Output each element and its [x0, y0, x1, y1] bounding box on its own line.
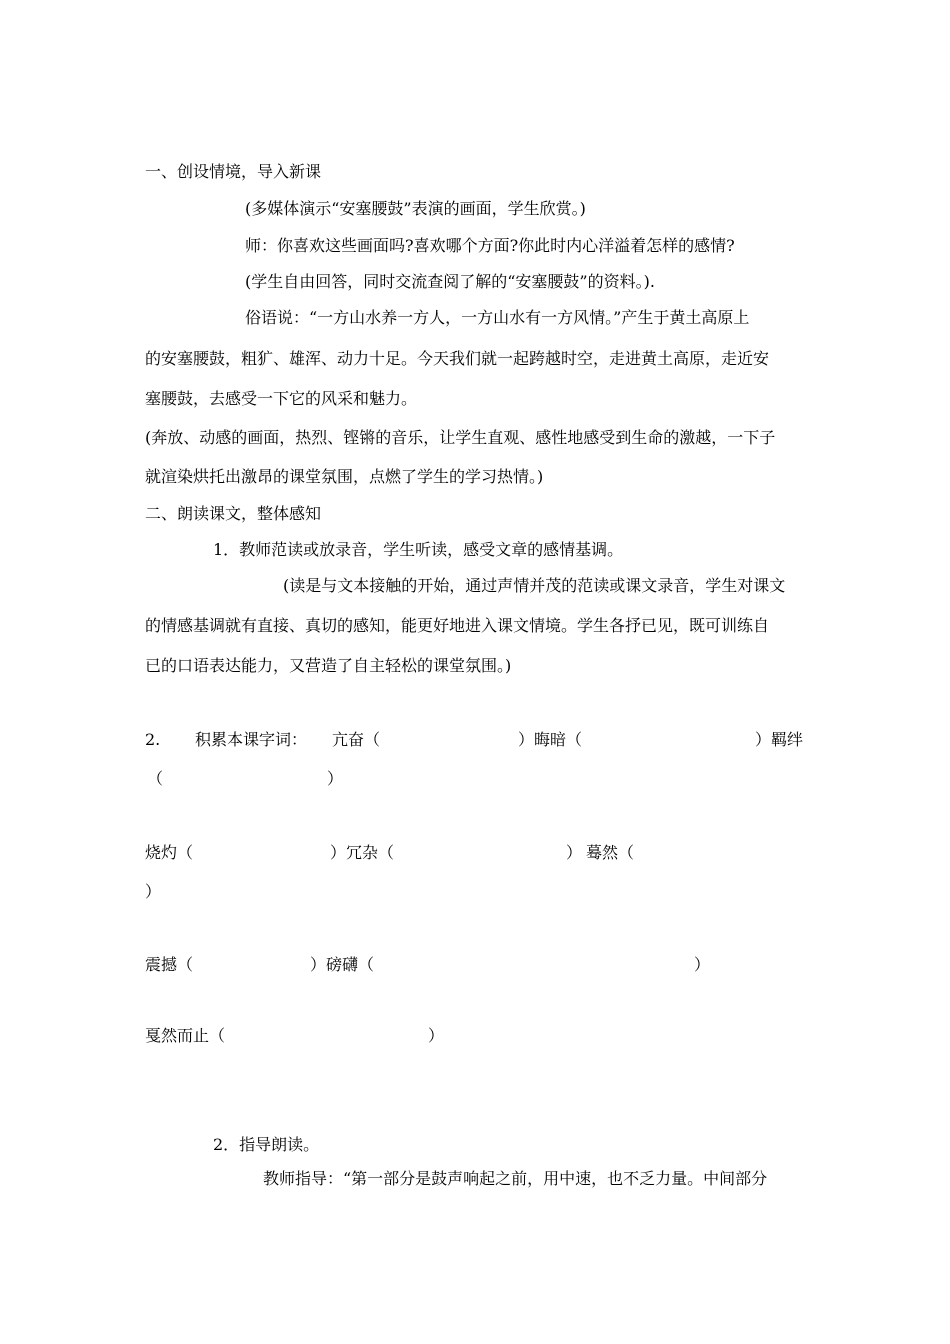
- vocab-number: 2.: [145, 730, 161, 749]
- vocab-word-shaozhuo: 烧灼（: [145, 843, 194, 862]
- list-item-1: 1．教师范读或放录音，学生听读，感受文章的感情基调。: [213, 540, 624, 559]
- vocab-word-pangbo: 磅礴（: [326, 955, 375, 974]
- vocab-label: 积累本课字词：: [195, 730, 308, 749]
- vocab-word-kangfen: 亢奋（: [332, 730, 381, 749]
- vocab-paren-close: ）: [310, 955, 327, 974]
- vocab-word-jiban: 羁绊: [771, 730, 804, 749]
- vocab-word-jiaranerzhi: 戛然而止（: [145, 1026, 226, 1045]
- vocab-word-huian: 晦暗（: [534, 730, 583, 749]
- teacher-guidance-line: 教师指导：“第一部分是鼓声响起之前，用中速，也不乏力量。中间部分: [263, 1169, 768, 1188]
- vocab-paren-close: ）: [694, 955, 711, 974]
- vocab-paren-close: ）: [327, 769, 344, 788]
- paragraph-student-answer: (学生自由回答，同时交流查阅了解的“安塞腰鼓”的资料。).: [245, 272, 655, 291]
- section-heading-2: 二、朗读课文，整体感知: [145, 504, 322, 523]
- vocab-paren-close: ）: [428, 1026, 445, 1045]
- paragraph-comment-line-2: 就渲染烘托出激昂的课堂氛围，点燃了学生的学习热情。): [145, 467, 544, 486]
- vocab-word-moran: 蓦然（: [586, 843, 635, 862]
- vocab-paren-close: ）: [566, 843, 583, 862]
- reading-note-line-1: (读是与文本接触的开始，通过声情并茂的范读或课文录音，学生对课文: [283, 576, 786, 595]
- paragraph-proverb-line-2: 的安塞腰鼓，粗犷、雄浑、动力十足。今天我们就一起跨越时空，走进黄土高原，走近安: [145, 349, 770, 368]
- vocab-word-rongza: 冗杂（: [346, 843, 395, 862]
- paragraph-multimedia: (多媒体演示“安塞腰鼓”表演的画面，学生欣赏。): [245, 199, 586, 218]
- paragraph-comment-line-1: (奔放、动感的画面，热烈、铿锵的音乐，让学生直观、感性地感受到生命的激越，一下子: [145, 428, 776, 447]
- reading-note-line-2: 的情感基调就有直接、真切的感知，能更好地进入课文情境。学生各抒已见，既可训练自: [145, 616, 770, 635]
- reading-note-line-3: 已的口语表达能力，又营造了自主轻松的课堂氛围。): [145, 656, 512, 675]
- vocab-paren-close: ）: [145, 882, 162, 901]
- vocab-paren-close: ）: [518, 730, 535, 749]
- vocab-word-zhenhan: 震撼（: [145, 955, 194, 974]
- section-heading-1: 一、创设情境，导入新课: [145, 162, 322, 181]
- list-item-guided-reading: 2．指导朗读。: [213, 1135, 320, 1154]
- paragraph-proverb-line-1: 俗语说：“一方山水养一方人，一方山水有一方风情。”产生于黄土高原上: [245, 308, 750, 327]
- vocab-paren-open: （: [147, 769, 164, 788]
- paragraph-teacher-question: 师：你喜欢这些画面吗?喜欢哪个方面?你此时内心洋溢着怎样的感情?: [245, 236, 735, 255]
- vocab-paren-close: ）: [755, 730, 772, 749]
- vocab-paren-close: ）: [330, 843, 347, 862]
- paragraph-proverb-line-3: 塞腰鼓，去感受一下它的风采和魅力。: [145, 389, 418, 408]
